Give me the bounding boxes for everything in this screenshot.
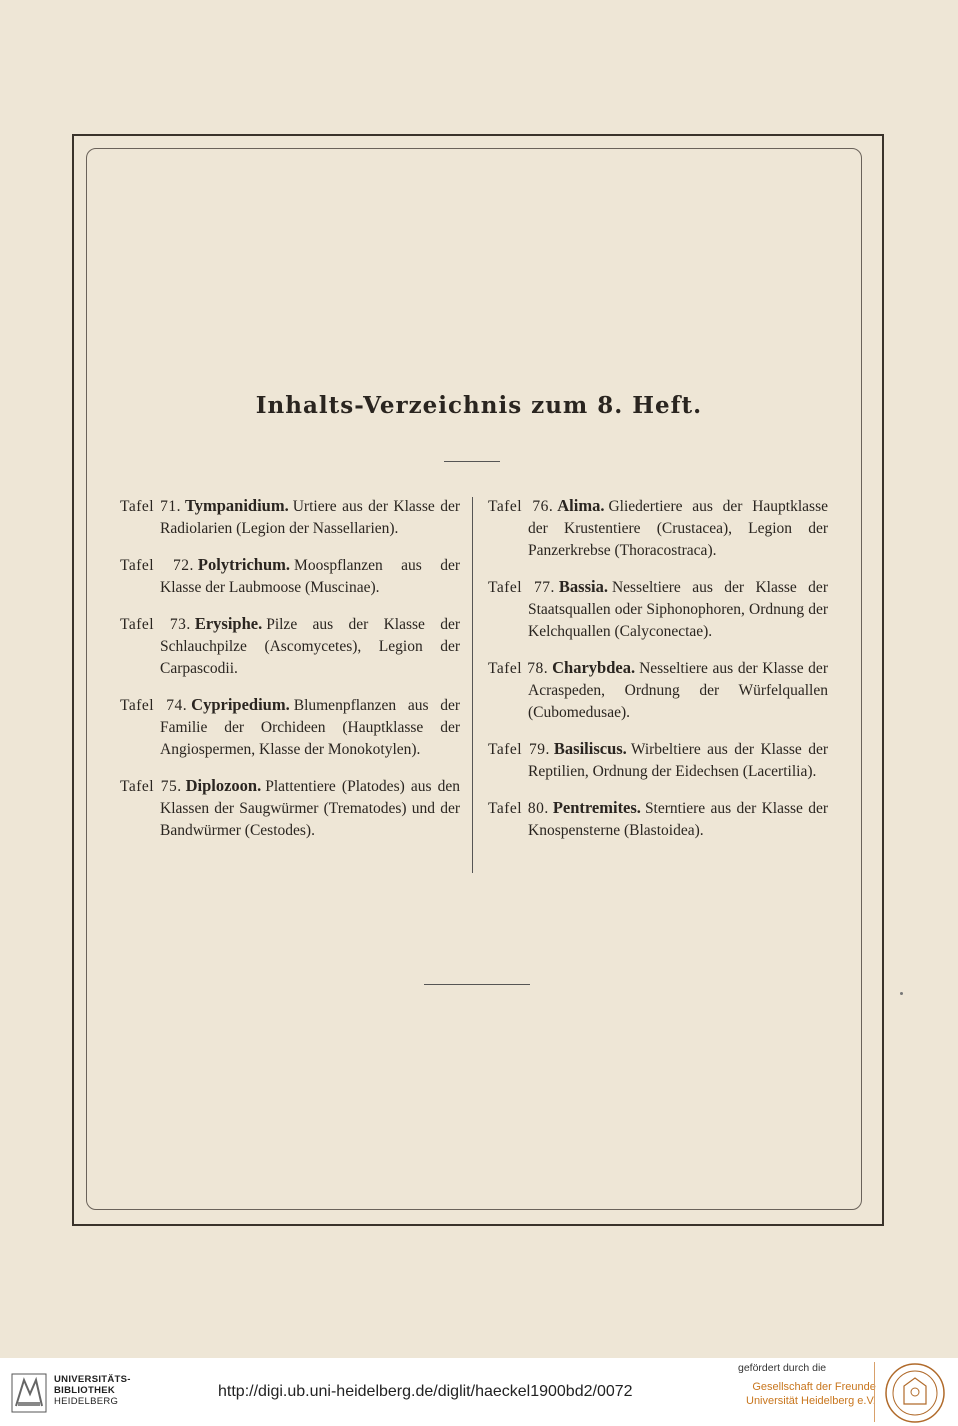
footer-bar bbox=[0, 1358, 958, 1426]
plate-description: Moospflanzen aus der Klasse der Laubmoose (Muscinae). bbox=[160, 557, 460, 596]
page-title: Inhalts-Verzeichnis zum 8. Heft. bbox=[255, 392, 703, 419]
plate-number: Tafel 78. bbox=[488, 660, 549, 677]
genus-name: Cypripedium. bbox=[191, 695, 290, 714]
bottom-rule bbox=[424, 984, 530, 985]
plate-number: Tafel 72. bbox=[120, 557, 194, 574]
toc-entry bbox=[488, 495, 828, 562]
plate-number: Tafel 75. bbox=[120, 778, 182, 795]
genus-name: Pentremites. bbox=[552, 798, 641, 817]
genus-name: Charybdea. bbox=[552, 658, 636, 677]
plate-number: Tafel 74. bbox=[120, 697, 188, 714]
genus-name: Basiliscus. bbox=[553, 739, 627, 758]
university-seal-icon bbox=[884, 1362, 946, 1424]
plate-description: Nesseltiere aus der Klasse der Staatsquallen oder Siphonophoren, Ordnung der Kelchquallen (Calyconectae). bbox=[528, 579, 828, 640]
genus-name: Bassia. bbox=[558, 577, 608, 596]
plate-number: Tafel 80. bbox=[488, 800, 549, 817]
plate-description: Pilze aus der Klasse der Schlauchpilze (Ascomycetes), Legion der Carpascodii. bbox=[160, 616, 461, 677]
plate-number: Tafel 73. bbox=[120, 616, 191, 633]
sponsor-divider bbox=[874, 1362, 875, 1422]
plate-number: Tafel 77. bbox=[488, 579, 555, 596]
toc-entry bbox=[120, 495, 460, 540]
toc-entry bbox=[120, 694, 460, 761]
toc-entry bbox=[120, 775, 460, 842]
plate-description: Plattentiere (Platodes) aus den Klassen der Saugwürmer (Trematodes) und der Bandwürmer (Cestodes). bbox=[160, 778, 460, 839]
toc-entry bbox=[488, 797, 828, 842]
toc-entry bbox=[488, 738, 828, 783]
genus-name: Polytrichum. bbox=[197, 555, 291, 574]
title-rule bbox=[444, 461, 500, 462]
plate-description: Nesseltiere aus der Klasse der Acraspeden, Ordnung der Würfelquallen (Cubomedusae). bbox=[528, 660, 828, 721]
toc-entry bbox=[120, 613, 460, 680]
left-column bbox=[120, 495, 460, 856]
column-divider bbox=[472, 497, 473, 873]
plate-number: Tafel 79. bbox=[488, 741, 550, 758]
genus-name: Alima. bbox=[557, 496, 605, 515]
genus-name: Tympanidium. bbox=[184, 496, 289, 515]
toc-entry bbox=[488, 657, 828, 724]
toc-entry bbox=[488, 576, 828, 643]
permalink-url[interactable]: http://digi.ub.uni-heidelberg.de/diglit/haeckel1900bd2/0072 bbox=[218, 1383, 633, 1400]
sponsor-name: Gesellschaft der Freunde Universität Heidelberg e.V. bbox=[746, 1381, 876, 1407]
sponsor-label: gefördert durch die bbox=[738, 1362, 827, 1374]
genus-name: Diplozoon. bbox=[185, 776, 262, 795]
genus-name: Erysiphe. bbox=[194, 614, 263, 633]
plate-description: Urtiere aus der Klasse der Radiolarien (Legion der Nassellarien). bbox=[160, 498, 460, 537]
library-name: UNIVERSITÄTS- BIBLIOTHEK HEIDELBERG bbox=[54, 1374, 131, 1407]
ink-speck bbox=[900, 992, 903, 995]
plate-description: Wirbeltiere aus der Klasse der Reptilien, Ordnung der Eidechsen (Lacertilia). bbox=[528, 741, 828, 780]
library-logo-icon bbox=[10, 1372, 48, 1414]
plate-description: Blumenpflanzen aus der Familie der Orchideen (Hauptklasse der Angiospermen, Klasse der Monokotylen). bbox=[160, 697, 460, 758]
plate-description: Gliedertiere aus der Hauptklasse der Krustentiere (Crustacea), Legion der Panzerkrebse (Thoracostraca). bbox=[528, 498, 828, 559]
plate-number: Tafel 71. bbox=[120, 498, 181, 515]
toc-entry bbox=[120, 554, 460, 599]
plate-description: Sterntiere aus der Klasse der Knospensterne (Blastoidea). bbox=[528, 800, 828, 839]
plate-number: Tafel 76. bbox=[488, 498, 554, 515]
right-column bbox=[488, 495, 828, 856]
